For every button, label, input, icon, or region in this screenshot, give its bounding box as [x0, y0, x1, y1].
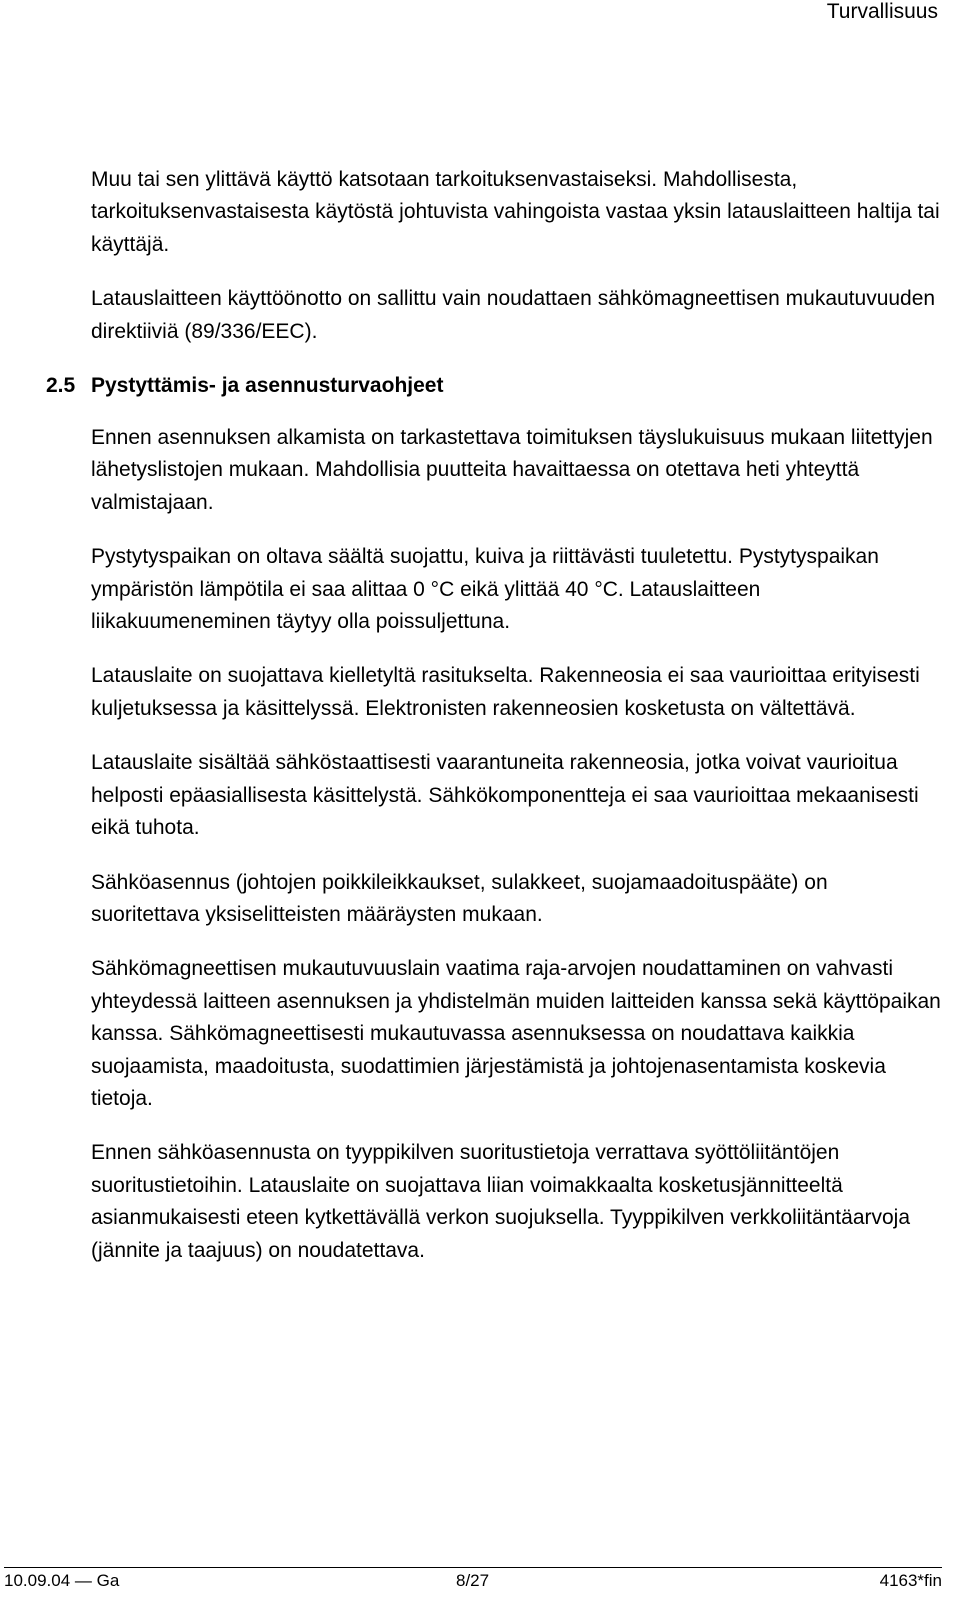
footer-document-id: 4163*fin [879, 1571, 942, 1590]
footer-page-number: 8/27 [456, 1571, 490, 1590]
intro-paragraph-2: Latauslaitteen käyttöönotto on sallittu vain noudattaen sähkömagneettisen mukautuvuuden direktiiviä (89/336/EEC). [91, 287, 936, 343]
section-paragraph-3: Latauslaite on suojattava kielletyltä rasitukselta. Rakenneosia ei saa vaurioittaa erityisesti kuljetuksessa ja käsittelyssä. Elektronisten rakenneosien kosketusta on vältettävä. [91, 664, 920, 720]
section-paragraph-4: Latauslaite sisältää sähköstaattisesti vaarantuneita rakenneosia, jotka voivat vaurioitua helposti epäasiallisesta käsittelystä. Sähkökomponentteja ei saa vaurioittaa mekaanisesti eikä tuhota. [91, 751, 919, 840]
section-paragraph-6: Sähkömagneettisen mukautuvuuslain vaatima raja-arvojen noudattaminen on vahvasti yhteydessä laitteen asennuksen ja yhdistelmän muiden laitteiden kanssa sekä käyttöpaikan kanssa. Sähkömagneettisesti mukautuvassa asennuksessa on noudattava kaikkia suojaamista, maadoitusta, suodattimien järjestämistä ja johtojenasentamista koskevia tietoja. [91, 957, 941, 1110]
section-paragraph-7: Ennen sähköasennusta on tyyppikilven suoritustietoja verrattava syöttöliitäntöjen suoritustietoihin. Latauslaite on suojattava liian voimakkaalta kosketusjännitteeltä asianmukaisesti eteen kytkettävällä verkon suojuksella. Tyyppikilven verkkoliitäntäarvoja (jännite ja taajuus) on noudatettava. [91, 1141, 911, 1262]
section-paragraph-1: Ennen asennuksen alkamista on tarkastettava toimituksen täyslukuisuus mukaan liitettyjen lähetyslistojen mukaan. Mahdollisia puutteita havaittaessa on otettava heti yhteyttä valmistajaan. [91, 426, 933, 514]
section-paragraph-2: Pystytyspaikan on oltava säältä suojattu, kuiva ja riittävästi tuuletettu. Pystytyspaikan ympäristön lämpötila ei saa alittaa 0 °C eikä ylittää 40 °C. Latauslaitteen liikakuumeneminen täytyy olla poissuljettuna. [91, 545, 879, 634]
running-header: Turvallisuus [826, 0, 938, 23]
section-number: 2.5 [46, 374, 76, 398]
document-body [46, 164, 941, 1289]
section-paragraph-5: Sähköasennus (johtojen poikkileikkaukset, sulakkeet, suojamaadoituspääte) on suoritettava yksiselitteisten määräysten mukaan. [91, 870, 828, 926]
section-title: Pystyttämis- ja asennusturvaohjeet [91, 374, 444, 398]
intro-paragraph-1: Muu tai sen ylittävä käyttö katsotaan tarkoituksenvastaiseksi. Mahdollisesta, tarkoituksenvastaisesta käytöstä johtuvista vahingoista vastaa yksin latauslaitteen haltija tai käyttäjä. [91, 168, 940, 256]
section-heading [46, 370, 941, 402]
page-footer [4, 1567, 942, 1590]
footer-date-author: 10.09.04 — Ga [4, 1571, 120, 1590]
